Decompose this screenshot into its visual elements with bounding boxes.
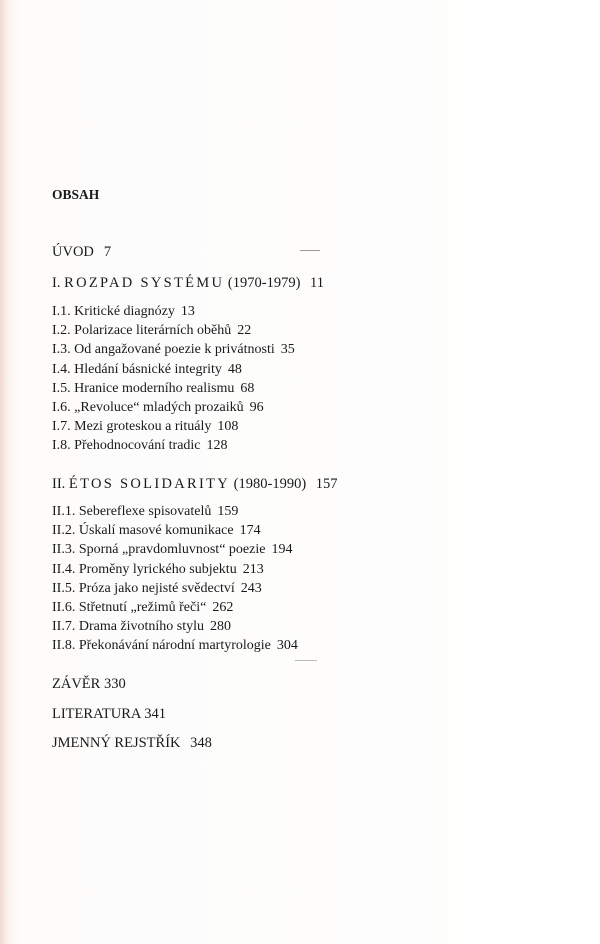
chapter-number: II.4. — [52, 561, 76, 577]
chapter-page: 243 — [240, 580, 262, 596]
chapter-page: 128 — [206, 438, 228, 454]
chapter-title: Sporná „pravdomluvnost“ poezie — [78, 542, 266, 558]
chapter-title: Střetnutí „režimů řeči“ — [78, 600, 207, 616]
chapter-entry[interactable] — [52, 598, 298, 617]
closing-label: LITERATURA — [52, 706, 141, 722]
chapter-entry[interactable] — [52, 636, 298, 655]
part-page: 11 — [310, 275, 324, 291]
chapter-title: Proměny lyrického subjektu — [78, 561, 237, 577]
intro-page: 7 — [103, 244, 112, 260]
chapter-number: I.4. — [52, 361, 71, 377]
toc-title: OBSAH — [52, 187, 100, 202]
part-page: 157 — [315, 476, 338, 492]
chapter-title: Hledání básnické integrity — [74, 361, 222, 377]
chapter-title: Hranice moderního realismu — [74, 380, 235, 396]
chapter-number: I.7. — [52, 419, 71, 435]
chapter-title: Úskalí masové komunikace — [78, 523, 234, 539]
closing-page: 348 — [190, 735, 212, 751]
chapter-entry[interactable] — [52, 502, 298, 521]
chapter-page: 194 — [271, 542, 293, 558]
chapter-page: 304 — [276, 638, 298, 654]
chapter-list-1 — [52, 302, 295, 456]
chapter-number: I.3. — [52, 342, 71, 358]
chapter-entry[interactable] — [52, 436, 295, 455]
chapter-entry[interactable] — [52, 321, 295, 340]
part-name: ÉTOS SOLIDARITY — [68, 476, 231, 492]
chapter-page: 262 — [212, 600, 234, 616]
chapter-page: 213 — [242, 561, 264, 577]
chapter-number: II.2. — [52, 523, 76, 539]
chapter-page: 35 — [280, 342, 295, 358]
part-name: ROZPAD SYSTÉMU — [64, 275, 225, 291]
chapter-title: Překonávání národní martyrologie — [78, 638, 271, 654]
toc-bibliography[interactable] — [52, 705, 166, 724]
chapter-page: 159 — [217, 504, 239, 519]
chapter-number: I.8. — [52, 438, 71, 454]
chapter-title: „Revoluce“ mladých prozaiků — [74, 400, 244, 416]
chapter-title: Sebereflexe spisovatelů — [78, 504, 212, 519]
intro-label: ÚVOD — [52, 244, 94, 260]
chapter-number: I.6. — [52, 400, 71, 416]
chapter-page: 96 — [249, 400, 264, 416]
chapter-entry[interactable] — [52, 360, 295, 379]
toc-conclusion[interactable] — [52, 675, 126, 694]
chapter-number: I.2. — [52, 323, 71, 339]
part-heading-1[interactable] — [52, 274, 324, 293]
chapter-title: Drama životního stylu — [78, 619, 205, 635]
chapter-list-2 — [52, 502, 298, 656]
chapter-number: II.3. — [52, 542, 76, 558]
chapter-number: I.5. — [52, 380, 71, 396]
chapter-title: Přehodnocování tradic — [74, 438, 201, 454]
chapter-number: I.1. — [52, 304, 71, 319]
closing-label: JMENNÝ REJSTŘÍK — [52, 735, 181, 751]
closing-label: ZÁVĚR — [52, 676, 101, 692]
chapter-title: Kritické diagnózy — [74, 304, 175, 319]
chapter-number: II.8. — [52, 638, 76, 654]
scan-speck — [295, 660, 317, 661]
chapter-entry[interactable] — [52, 398, 295, 417]
chapter-page: 280 — [210, 619, 232, 635]
toc-intro[interactable] — [52, 243, 111, 262]
chapter-number: II.1. — [52, 504, 76, 519]
closing-page: 341 — [144, 706, 166, 722]
chapter-page: 48 — [227, 361, 242, 377]
chapter-entry[interactable] — [52, 579, 298, 598]
chapter-number: II.5. — [52, 580, 76, 596]
scan-speck — [300, 250, 320, 251]
chapter-number: II.7. — [52, 619, 76, 635]
chapter-title: Od angažované poezie k privátnosti — [74, 342, 275, 358]
part-number: I. — [52, 275, 61, 291]
part-number: II. — [52, 476, 66, 492]
chapter-page: 13 — [180, 304, 195, 319]
chapter-entry[interactable] — [52, 540, 298, 559]
chapter-entry[interactable] — [52, 379, 295, 398]
chapter-page: 174 — [239, 523, 261, 539]
chapter-title: Polarizace literárních oběhů — [74, 323, 232, 339]
chapter-entry[interactable] — [52, 340, 295, 359]
chapter-entry[interactable] — [52, 560, 298, 579]
part-years: (1980-1990) — [233, 476, 307, 492]
chapter-page: 108 — [217, 419, 239, 435]
chapter-entry[interactable] — [52, 617, 298, 636]
closing-page: 330 — [103, 676, 126, 692]
chapter-title: Mezi groteskou a rituály — [74, 419, 212, 435]
chapter-number: II.6. — [52, 600, 76, 616]
chapter-entry[interactable] — [52, 302, 295, 321]
toc-index[interactable] — [52, 734, 212, 753]
chapter-entry[interactable] — [52, 417, 295, 436]
part-heading-2[interactable] — [52, 475, 338, 494]
chapter-entry[interactable] — [52, 521, 298, 540]
part-years: (1970-1979) — [227, 275, 301, 291]
chapter-page: 22 — [237, 323, 252, 339]
chapter-page: 68 — [240, 380, 255, 396]
chapter-title: Próza jako nejisté svědectví — [78, 580, 235, 596]
